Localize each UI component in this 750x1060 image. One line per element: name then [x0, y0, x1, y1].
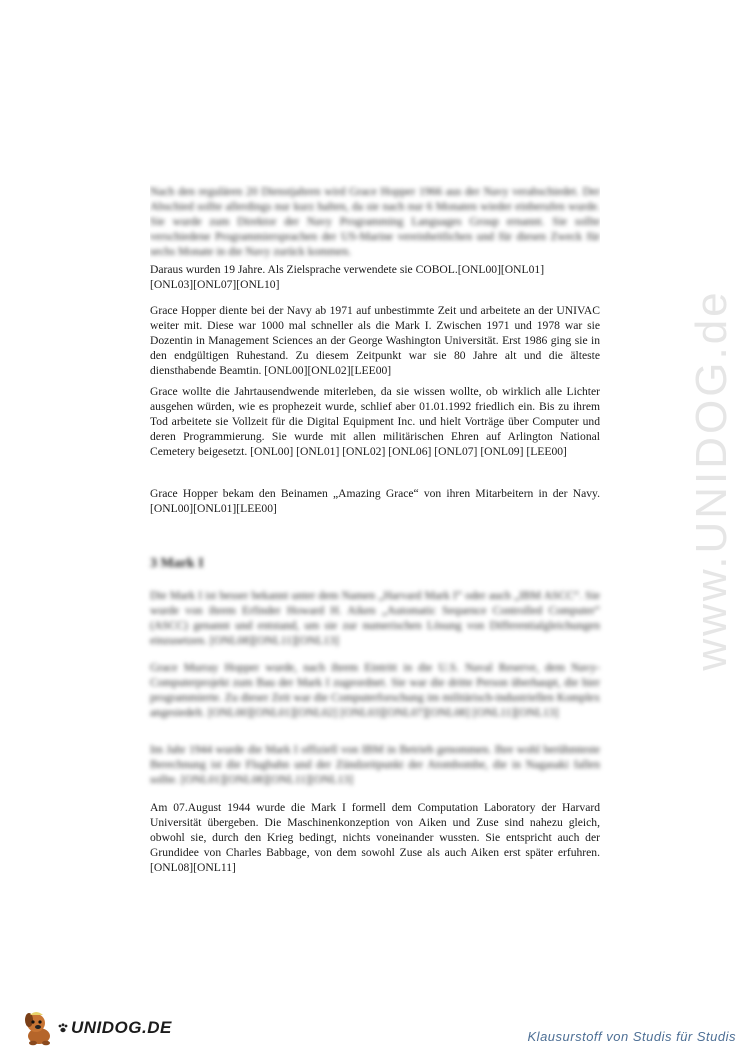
paragraph-jahrtausendwende	[150, 384, 600, 459]
paragraph-navy-univac	[150, 303, 600, 378]
blurred-paragraph-2	[150, 660, 600, 720]
blurred-text: Grace Murray Hopper wurde, nach ihrem Eintritt in die U.S. Naval Reserve, dem Navy-Computerprojekt zum Bau der Mark I zugeordnet. Sie war die dritte Person überhaupt, die hier programmierte. Zu dieser Zeit war die Computerforschung im militärisch-industriellen Komplex angesiedelt. [ONL00][ONL01][ONL02] [ONL03][ONL07][ONL08] [ONL11][ONL13]	[150, 661, 600, 719]
top-fragment-line2: [ONL03][ONL07][ONL10]	[150, 278, 280, 291]
paragraph-amazing-grace	[150, 486, 600, 516]
top-fragment-line1: Daraus wurden 19 Jahre. Als Zielsprache verwendete sie COBOL.[ONL00][ONL01]	[150, 263, 545, 276]
logo-text: UNIDOG.DE	[71, 1018, 172, 1037]
footer-slogan: Klausurstoff von Studis für Studis	[527, 1029, 736, 1044]
paw-icon	[58, 1023, 68, 1033]
paragraph-mark-i-uebergabe	[150, 800, 600, 875]
blurred-top-paragraph	[150, 184, 600, 268]
paragraph-text: Am 07.August 1944 wurde die Mark I formell dem Computation Laboratory der Harvard Universität übergeben. Die Maschinenkonzeption von Aiken und Zuse sind nahezu gleich, obwohl sie, durch den Krieg bedingt, nichts voneinander wussten. Sie entspricht auch der Grundidee von Charles Babbage, von dem sowohl Zuse als auch Aiken erst später erfuhren.[ONL08][ONL11]	[150, 801, 600, 874]
blurred-paragraph-3	[150, 742, 600, 787]
footer-logo[interactable]	[22, 1010, 172, 1046]
blurred-text: Im Jahr 1944 wurde die Mark I offiziell von IBM in Betrieb genommen. Ihre wohl berühmteste Berechnung ist die Flugbahn und der Zündzeitpunkt der Atombombe, die in Nagasaki fallen sollte. [ONL01][ONL08][ONL11][ONL13]	[150, 743, 600, 786]
blurred-text: Nach den regulären 20 Dienstjahren wird Grace Hopper 1966 aus der Navy verabschiedet. Der Abschied sollte allerdings nur kurz halten, da sie nach nur 6 Monaten wieder einberufen wurde. Sie wurde zum Direktor der Navy Programming Languages Group ernannt. Sie sollte verschiedene Programmiersprachen der US-Marine vereinheitlichen und für diesen Zweck für sechs Monate in die Navy zurück kommen.	[150, 185, 600, 258]
blurred-paragraph-1	[150, 588, 600, 648]
top-fragment-tail	[150, 262, 600, 292]
dog-mascot-icon	[22, 1010, 56, 1046]
paragraph-text: Grace Hopper diente bei der Navy ab 1971 auf unbestimmte Zeit und arbeitete an der UNIVAC weiter mit. Diese war 1000 mal schneller als die Mark I. Zwischen 1971 und 1978 war sie Dozentin in Management Sciences an der George Washington Universität. Erst 1986 ging sie in den endgültigen Ruhestand. Zu diesem Zeitpunkt war sie 80 Jahre alt und die älteste diensthabende Beamtin. [ONL00][ONL02][LEE00]	[150, 304, 600, 377]
paragraph-text: Grace wollte die Jahrtausendwende miterleben, da sie wissen wollte, ob wirklich alle Lichter ausgehen würden, wie es prophezeit wurde, schlief aber 01.01.1992 friedlich ein. Bis zu ihrem Tod arbeitete sie Vollzeit für die Digital Equipment Inc. und hielt Vorträge über Computer und deren Programmierung. Sie wurde mit allen militärischen Ehren auf Arlington National Cemetery beigesetzt. [ONL00] [ONL01] [ONL02] [ONL06] [ONL07] [ONL09] [LEE00]	[150, 385, 600, 458]
blurred-text: Die Mark I ist besser bekannt unter dem Namen „Harvard Mark I“ oder auch „IBM ASCC“. Sie wurde von ihrem Erfinder Howard H. Aiken „Automatic Sequence Controlled Computer“ (ASCC) genannt und entstand, um sie zur numerischen Lösung von Differentialgleichungen einzusetzen. [ONL08][ONL11][ONL13]	[150, 589, 600, 647]
watermark: www.UNIDOG.de	[687, 289, 736, 671]
paragraph-text: Grace Hopper bekam den Beinamen „Amazing Grace“ von ihren Mitarbeitern in der Navy. [ONL00][ONL01][LEE00]	[150, 487, 600, 515]
section-heading: 3 Mark I	[150, 556, 204, 571]
